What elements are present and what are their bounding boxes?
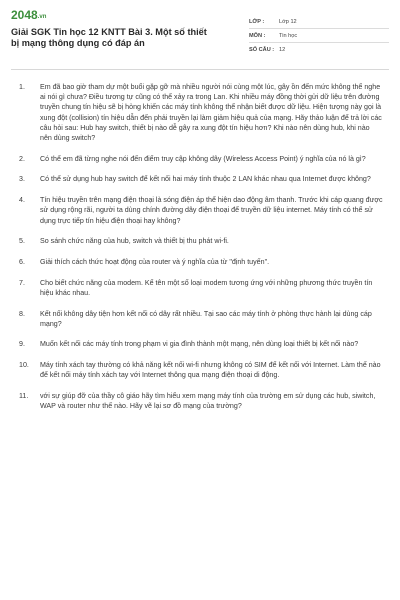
question-text: Muốn kết nối các máy tính trong phạm vi gia đình thành một mạng, nên dùng loại thiết bị kết nối nào? xyxy=(40,340,359,349)
question-item xyxy=(19,174,383,184)
question-number: 4. xyxy=(19,196,25,205)
question-item xyxy=(19,339,383,349)
question-item xyxy=(19,360,383,380)
question-text: Có thể sử dụng hub hay switch để kết nối hai máy tính thuộc 2 LAN khác nhau qua Internet được không? xyxy=(40,175,371,184)
question-number: 7. xyxy=(19,278,25,287)
question-number: 10. xyxy=(19,361,29,370)
meta-row-grade xyxy=(249,15,389,29)
question-text: Máy tính xách tay thường có khả năng kết nối wi-fi nhưng không có SIM để kết nối với Internet. Làm thế nào để kết nối máy tính xách tay với Internet thông qua mạng điện thoại di động. xyxy=(40,361,381,380)
question-item xyxy=(19,278,383,298)
document-header xyxy=(11,8,389,70)
site-logo[interactable] xyxy=(11,8,216,24)
question-item xyxy=(19,236,383,246)
question-text: Có thể em đã từng nghe nói đến điểm truy cập không dây (Wireless Access Point) ý nghĩa của nó là gì? xyxy=(40,154,366,163)
document-title: Giải SGK Tin học 12 KNTT Bài 3. Một số thiết bị mạng thông dụng có đáp án xyxy=(11,27,207,48)
question-number: 5. xyxy=(19,237,25,246)
question-number: 9. xyxy=(19,340,25,349)
question-number: 6. xyxy=(19,257,25,266)
meta-value: Lớp 12 xyxy=(279,18,297,25)
question-number: 11. xyxy=(19,392,29,401)
question-text: Tín hiệu truyền trên mạng điện thoại là sóng điện áp thể hiện dao động âm thanh. Trước khi cáp quang được sử dụng rộng rãi, người ta dùng chính đường dây điện thoại để truyền dữ liệu internet. Máy tính có thể sử dụng trực tiếp tín hiệu điện thoại hay không? xyxy=(40,196,383,225)
logo-main: 2048 xyxy=(11,8,38,22)
meta-value: Tin học xyxy=(279,32,298,39)
question-item xyxy=(19,195,383,226)
question-text: Cho biết chức năng của modem. Kể tên một số loại modem tương ứng với những phương thức truyền tín hiệu khác nhau. xyxy=(40,278,373,297)
question-number: 1. xyxy=(19,83,25,91)
question-item xyxy=(19,309,383,329)
question-text: Em đã bao giờ tham dự một buổi gặp gỡ mà nhiều người nói cùng một lúc, gây ồn đến mức không thể nghe ai nói gì chưa? Điều tương tự cũng có thể xảy ra trong Lan. Khi nhiều máy đồng thời gửi dữ liệu trên đường truyền chung tín hiệu sẽ bị hỏng khiến các máy tính không thể nhận biết được dữ liệu. Hiện tượng này gọi là xung đột (collision) tín hiệu dẫn đến phải truyền lại làm giảm hiệu quả của mạng. Hãy thảo luận để trả lời các câu hỏi sau: Hub hay switch, thiết bị nào dễ gây ra xung đột tín hiệu hơn? Khi nào nên dùng hub, khi nào nên dùng switch? xyxy=(40,83,382,143)
question-number: 3. xyxy=(19,175,25,184)
logo-suffix: .vn xyxy=(37,14,47,20)
question-list xyxy=(11,70,389,411)
meta-value: 12 xyxy=(279,47,286,53)
meta-row-count xyxy=(249,43,389,57)
question-item xyxy=(19,257,383,267)
meta-table xyxy=(249,15,389,69)
meta-label: SỐ CÂU : xyxy=(249,47,275,53)
question-item xyxy=(19,82,383,143)
question-number: 2. xyxy=(19,154,25,163)
question-item xyxy=(19,391,383,411)
header-left xyxy=(11,8,216,69)
meta-label: LỚP : xyxy=(249,18,265,25)
question-text: Giải thích cách thức hoạt động của router và ý nghĩa của từ "định tuyến". xyxy=(40,257,270,266)
meta-row-subject xyxy=(249,29,389,43)
question-text: với sự giúp đỡ của thầy cô giáo hãy tìm hiểu xem mạng máy tính của trường em sử dụng các hub, siwitch, WAP và router như thế nào. Hãy vẽ lại sơ đồ mạng của trường? xyxy=(40,392,376,411)
question-item xyxy=(19,154,383,164)
question-text: So sánh chức năng của hub, switch và thiết bị thu phát wi-fi. xyxy=(40,237,229,246)
meta-label: MÔN : xyxy=(249,32,266,39)
question-text: Kết nối không dây tiện hơn kết nối có dây rất nhiều. Tại sao các máy tính ở phòng thực hành lại dùng cáp mạng? xyxy=(40,309,372,328)
question-number: 8. xyxy=(19,309,25,318)
